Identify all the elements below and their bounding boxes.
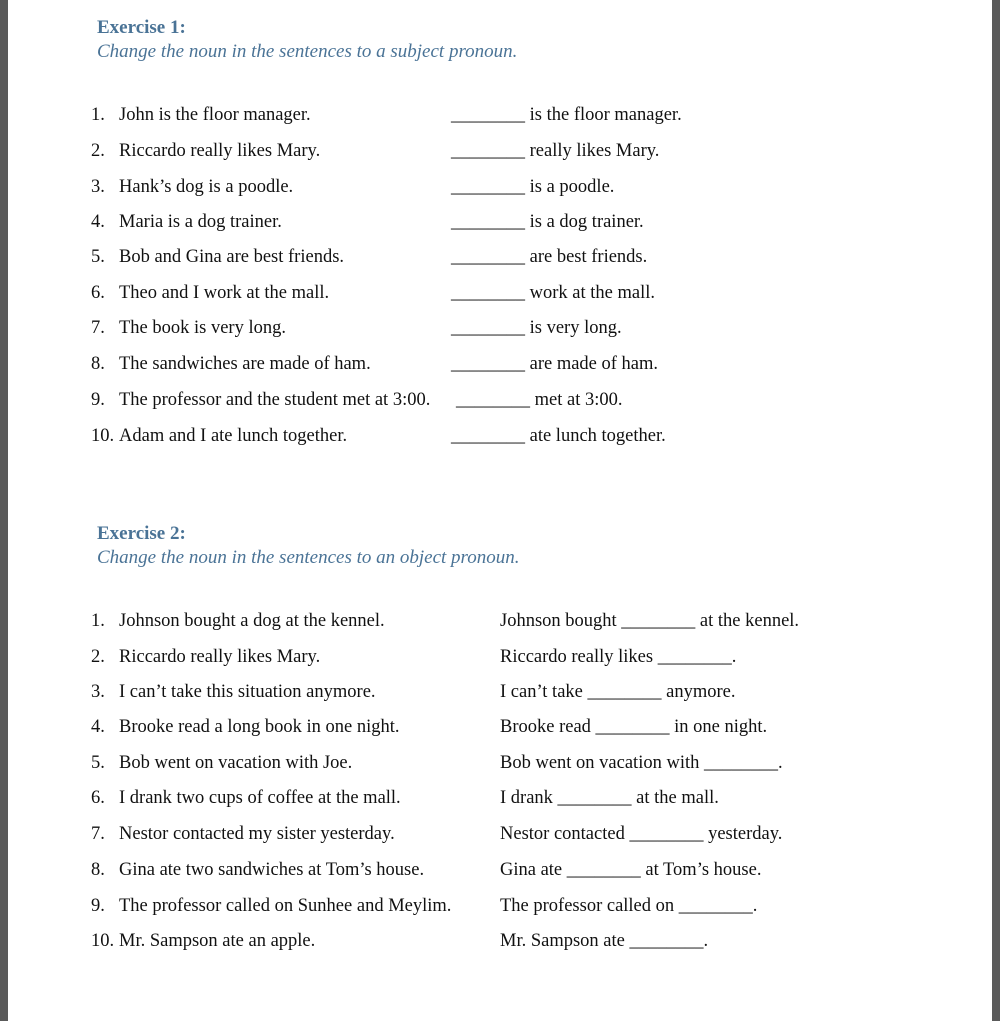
item-answer-blank: Riccardo really likes ________. [500, 647, 737, 667]
exercise-1-instruction: Change the noun in the sentences to a subject pronoun. [97, 41, 518, 62]
exercise-2-title: Exercise 2: [97, 523, 186, 544]
item-sentence: Brooke read a long book in one night. [119, 717, 400, 737]
exercise-1-item [8, 316, 992, 340]
item-answer-blank: Gina ate ________ at Tom’s house. [500, 860, 762, 880]
item-number: 4. [91, 212, 105, 232]
item-sentence: Johnson bought a dog at the kennel. [119, 611, 385, 631]
item-sentence: Hank’s dog is a poodle. [119, 177, 294, 197]
item-answer-blank: ________ is a dog trainer. [451, 212, 644, 232]
exercise-1-item [8, 388, 992, 412]
exercise-2-item [8, 858, 992, 882]
item-number: 1. [91, 611, 105, 631]
item-answer-blank: ________ is a poodle. [451, 177, 615, 197]
item-number: 10. [91, 931, 115, 951]
item-sentence: Bob and Gina are best friends. [119, 247, 345, 267]
item-sentence: John is the floor manager. [119, 105, 311, 125]
item-sentence: The sandwiches are made of ham. [119, 354, 371, 374]
item-answer-blank: ________ work at the mall. [451, 283, 655, 303]
item-sentence: Theo and I work at the mall. [119, 283, 330, 303]
exercise-2-item [8, 715, 992, 739]
item-answer-blank: Nestor contacted ________ yesterday. [500, 824, 783, 844]
item-answer-blank: ________ ate lunch together. [451, 426, 666, 446]
item-sentence: Adam and I ate lunch together. [119, 426, 348, 446]
exercise-2-item [8, 894, 992, 918]
item-answer-blank: ________ met at 3:00. [456, 390, 623, 410]
exercise-2-item [8, 751, 992, 775]
item-number: 9. [91, 390, 105, 410]
item-number: 7. [91, 824, 105, 844]
item-number: 3. [91, 177, 105, 197]
exercise-2-item [8, 786, 992, 810]
item-number: 4. [91, 717, 105, 737]
item-sentence: Gina ate two sandwiches at Tom’s house. [119, 860, 425, 880]
exercise-2-item [8, 609, 992, 633]
item-number: 2. [91, 647, 105, 667]
item-number: 9. [91, 896, 105, 916]
item-sentence: The professor and the student met at 3:00. [119, 390, 431, 410]
exercise-2-instruction: Change the noun in the sentences to an object pronoun. [97, 547, 520, 568]
item-number: 5. [91, 247, 105, 267]
exercise-2-item [8, 929, 992, 953]
item-answer-blank: Johnson bought ________ at the kennel. [500, 611, 800, 631]
worksheet-page [8, 0, 992, 1021]
item-answer-blank: I drank ________ at the mall. [500, 788, 719, 808]
item-answer-blank: ________ are best friends. [451, 247, 648, 267]
item-number: 10. [91, 426, 115, 446]
exercise-2-item [8, 680, 992, 704]
item-answer-blank: Mr. Sampson ate ________. [500, 931, 709, 951]
item-number: 3. [91, 682, 105, 702]
item-answer-blank: Bob went on vacation with ________. [500, 753, 783, 773]
item-number: 7. [91, 318, 105, 338]
item-sentence: Nestor contacted my sister yesterday. [119, 824, 395, 844]
item-number: 2. [91, 141, 105, 161]
item-answer-blank: I can’t take ________ anymore. [500, 682, 736, 702]
item-number: 8. [91, 860, 105, 880]
item-number: 6. [91, 283, 105, 303]
item-sentence: I can’t take this situation anymore. [119, 682, 376, 702]
item-sentence: The book is very long. [119, 318, 286, 338]
exercise-1-item [8, 210, 992, 234]
exercise-1-item [8, 245, 992, 269]
item-answer-blank: ________ really likes Mary. [451, 141, 660, 161]
item-number: 6. [91, 788, 105, 808]
exercise-2-item [8, 822, 992, 846]
exercise-1-item [8, 352, 992, 376]
item-answer-blank: ________ is the floor manager. [451, 105, 682, 125]
item-sentence: Riccardo really likes Mary. [119, 647, 321, 667]
exercise-2-item [8, 645, 992, 669]
item-number: 5. [91, 753, 105, 773]
item-number: 1. [91, 105, 105, 125]
item-number: 8. [91, 354, 105, 374]
item-sentence: Bob went on vacation with Joe. [119, 753, 353, 773]
item-sentence: Maria is a dog trainer. [119, 212, 282, 232]
item-answer-blank: Brooke read ________ in one night. [500, 717, 768, 737]
item-sentence: The professor called on Sunhee and Meylim. [119, 896, 452, 916]
exercise-1-title: Exercise 1: [97, 17, 186, 38]
item-sentence: I drank two cups of coffee at the mall. [119, 788, 401, 808]
exercise-1-item [8, 281, 992, 305]
exercise-1-item [8, 424, 992, 448]
item-sentence: Riccardo really likes Mary. [119, 141, 321, 161]
exercise-1-item [8, 175, 992, 199]
item-answer-blank: ________ is very long. [451, 318, 622, 338]
item-sentence: Mr. Sampson ate an apple. [119, 931, 316, 951]
item-answer-blank: ________ are made of ham. [451, 354, 659, 374]
exercise-1-item [8, 103, 992, 127]
exercise-1-item [8, 139, 992, 163]
item-answer-blank: The professor called on ________. [500, 896, 758, 916]
